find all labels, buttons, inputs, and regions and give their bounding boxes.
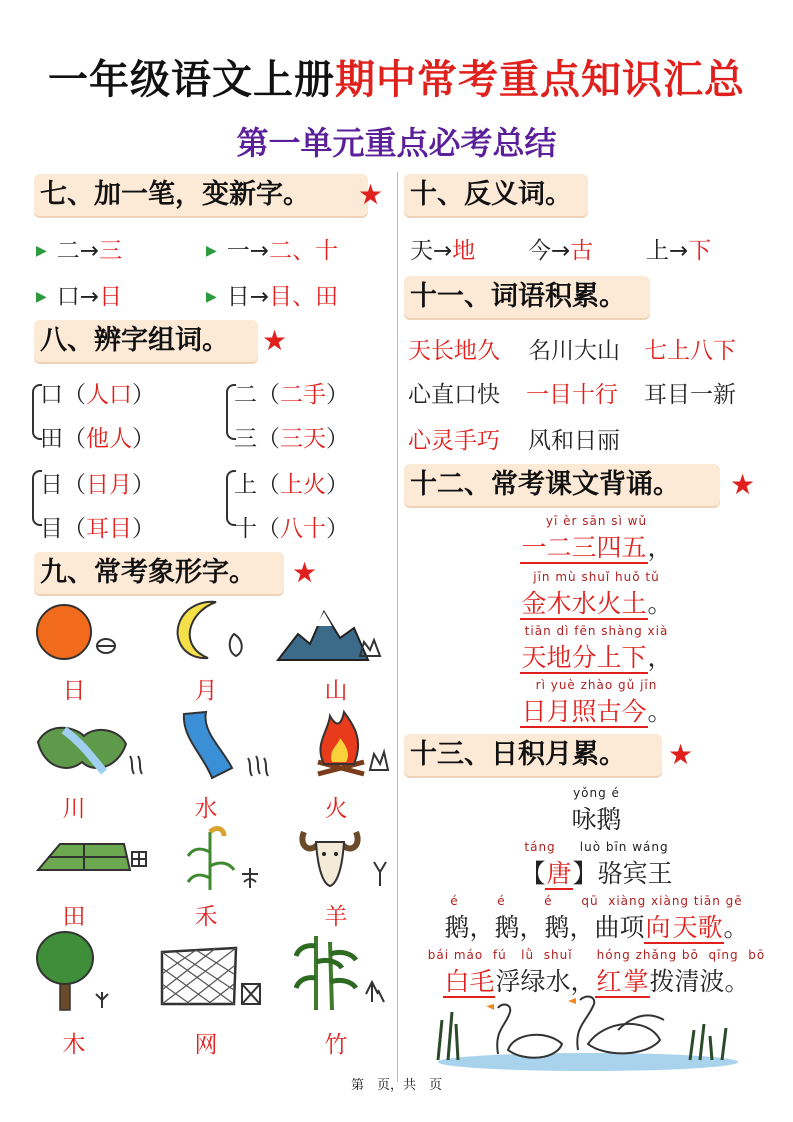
tree-icon [30, 930, 130, 1012]
pictograph-label: 火 [324, 796, 348, 822]
pictograph-label: 日 [62, 678, 86, 704]
fire-icon [308, 708, 398, 784]
moon-icon [160, 598, 250, 664]
section-12-heading: 十二、常考课文背诵。 [404, 464, 720, 506]
sec8-item: 目（耳目） [40, 516, 155, 542]
star-icon: ★ [262, 324, 288, 357]
mountain-icon [276, 604, 386, 664]
recite-line-4: rì yuè zhào gǔ jīn 日月照古今。 [521, 678, 673, 726]
river-icon [34, 712, 144, 782]
idiom: 心灵手巧 [408, 428, 500, 454]
poem-line-2: bái máo fú lǜ shuǐ hóng zhǎng bō qīng bō 白毛浮绿水，红掌拨清波。 [427, 948, 766, 996]
triangle-bullet-icon: ▶ [36, 289, 47, 305]
net-icon [156, 944, 266, 1010]
idiom: 一目十行 [526, 382, 618, 408]
star-icon: ★ [668, 738, 694, 771]
pictograph-label: 木 [62, 1032, 86, 1058]
recite-line-3: tiān dì fēn shàng xià 天地分上下， [521, 624, 673, 672]
pictograph-label: 水 [194, 796, 218, 822]
column-divider [397, 172, 398, 1082]
poem-line-1: é é é qū xiàng xiàng tiān gē 鹅，鹅，鹅，曲项向天歌。 [444, 894, 749, 942]
sec8-item: 三（三天） [234, 426, 349, 452]
sec8-item: 二（二手） [234, 382, 349, 408]
star-icon: ★ [730, 468, 756, 501]
pictograph-label: 竹 [324, 1032, 348, 1058]
sec7-item-2: ▶ 一→二、十 [206, 238, 339, 264]
section-7-heading: 七、加一笔，变新字。 [34, 174, 368, 216]
sec7-item-1: ▶ 二→三 [36, 238, 123, 264]
pictograph-label: 月 [194, 678, 218, 704]
star-icon: ★ [292, 556, 318, 589]
recite-line-2: jīn mù shuǐ huǒ tǔ 金木水火土。 [521, 570, 673, 618]
rice-plant-icon [180, 822, 270, 892]
section-8-heading: 八、辨字组词。 [34, 320, 258, 362]
pictograph-label: 网 [194, 1032, 218, 1058]
section-10-heading: 十、反义词。 [404, 174, 588, 216]
title-red: 期中常考重点知识汇总 [335, 57, 745, 103]
section-13-heading: 十三、日积月累。 [404, 734, 662, 776]
idiom: 心直口快 [408, 382, 500, 408]
antonym-pair: 天→地 [410, 238, 476, 264]
section-9-heading: 九、常考象形字。 [34, 552, 284, 594]
triangle-bullet-icon: ▶ [36, 243, 47, 259]
recite-line-1: yī èr sān sì wǔ 一二三四五， [521, 514, 673, 562]
page-subtitle: 第一单元重点必考总结 [236, 124, 557, 162]
idiom: 风和日丽 [528, 428, 620, 454]
pictograph-label: 川 [62, 796, 86, 822]
sec8-item: 日（日月） [40, 472, 155, 498]
sec7-item-3: ▶ 口→日 [36, 284, 123, 310]
sec8-item: 口（人口） [40, 382, 155, 408]
pictograph-label: 山 [324, 678, 348, 704]
sec7-item-4: ▶ 日→目、田 [206, 284, 339, 310]
sec8-item: 田（他人） [40, 426, 155, 452]
page-title [0, 48, 793, 105]
idiom: 天长地久 [408, 338, 500, 364]
idiom: 名川大山 [528, 338, 620, 364]
water-icon [176, 708, 276, 784]
bamboo-icon [294, 932, 394, 1012]
section-11-heading: 十一、词语积累。 [404, 276, 650, 318]
geese-illustration [428, 990, 748, 1074]
idiom: 耳目一新 [644, 382, 736, 408]
idiom: 七上八下 [644, 338, 736, 364]
star-icon: ★ [358, 178, 384, 211]
antonym-pair: 上→下 [646, 238, 712, 264]
sec8-item: 上（上火） [234, 472, 349, 498]
sun-icon [34, 600, 124, 664]
poem-title: yǒng é 咏鹅 [571, 786, 622, 834]
pictograph-label: 田 [62, 904, 86, 930]
page-footer: 第 页，共 页 [350, 1078, 442, 1093]
antonym-pair: 今→古 [528, 238, 594, 264]
triangle-bullet-icon: ▶ [206, 243, 217, 259]
field-icon [34, 830, 150, 890]
sheep-icon [296, 822, 392, 892]
pictograph-label: 羊 [324, 904, 348, 930]
pictograph-label: 禾 [194, 904, 218, 930]
poem-author: táng luò bīn wáng 【唐】骆宾王 [520, 840, 673, 888]
triangle-bullet-icon: ▶ [206, 289, 217, 305]
sec8-item: 十（八十） [234, 516, 349, 542]
title-black: 一年级语文上册 [48, 57, 335, 103]
